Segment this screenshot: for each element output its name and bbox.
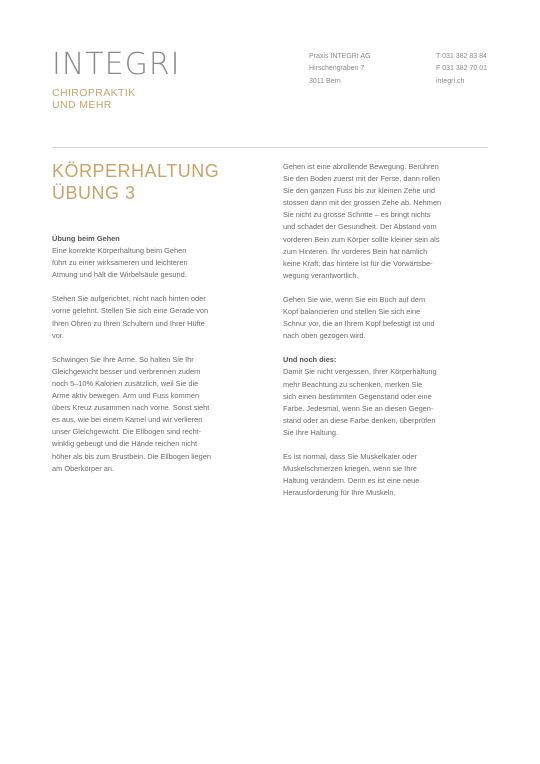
phone-number: T 031 382 83 84 [436,53,487,60]
contact-block [436,51,487,88]
address-block [309,51,370,88]
address-line: Praxis INTEGRI AG [309,53,371,60]
paragraph: Gehen ist eine abrollende Bewegung. Berühren Sie den Boden zuerst mit der Ferse, dann rollen Sie den ganzen Fuss bis zur kleinen Zehe und stossen dann mit der grossen Zehe ab. Nehmen Sie nicht zu grosse Schritte – es bringt nichts und schadet der Gesundheit. Der Abstand vom vorderen Bein zum Körper sollte kleiner sein als zum Hinteren. Ihr vorderes Bein hat nämlich keine Kraft; das hintere ist für die Vorwärtsbe- wegung verantwortlich. [283,162,442,280]
paragraph: Eine korrekte Körperhaltung beim Gehen führt zu einer wirksameren und leichteren Atmung und hält die Wirbelsäule gesund. [52,246,188,280]
left-column [52,233,244,487]
paragraph: Gehen Sie wie, wenn Sie ein Buch auf dem Kopf balancieren und stellen Sie sich eine Schnur vor, die an Ihrem Kopf befestigt ist und nach oben gezogen wird. [283,294,435,341]
logo [52,47,181,111]
logo-tagline-line2: UND MEHR [52,99,112,111]
title-line-1: KÖRPERHALTUNG [52,161,220,181]
section-heading: Übung beim Gehen [52,234,120,243]
paragraph: Damit Sie nicht vergessen, Ihrer Körperhaltung mehr Beachtung zu schenken, merken Sie sich einen bestimmten Gegenstand oder eine Farbe. Jedesmal, wenn Sie an diesen Gegen- stand oder an diese Farbe denken, überprüfen Sie Ihre Haltung. [283,367,437,437]
right-column [283,161,479,511]
page-title [52,160,219,204]
section-heading: Und noch dies: [283,355,337,365]
paragraph: Stehen Sie aufgerichtet, nicht nach hinten oder vorne gelehnt. Stellen Sie sich eine Gerade von Ihren Ohren zu Ihren Schultern und Ihrer Hüfte vor. [52,294,209,340]
paragraph: Schwingen Sie Ihre Arme. So halten Sie Ihr Gleichgewicht besser und verbrennen zudem noch 5–10% Kalorien zusätzlich, weil Sie die Arme aktiv bewegen. Arm und Fuss kommen übers Kreuz zusammen nach vorne. Sonst sieht es aus, wie bei einem Kamel und wir verlieren unser Gleichgewicht. Die Ellbogen sind recht- winklig gebeugt und die Hände reichen nicht höher als bis zum Brustbein. Die Ellbogen liegen am Oberkörper an. [52,354,211,473]
header-divider [52,147,488,148]
address-line: 3011 Bern [309,77,341,85]
website-link[interactable]: integri.ch [436,77,465,85]
title-line-2: ÜBUNG 3 [52,183,136,203]
paragraph: Es ist normal, dass Sie Muskelkater oder Muskelschmerzen kriegen, wenn sie Ihre Haltung verändern. Denn es ist eine neue Herausforderung für Ihre Muskeln. [283,451,420,498]
logo-wordmark: INTEGRI [52,47,181,82]
address-line: Hirschengraben 7 [309,65,365,73]
fax-number: F 031 382 70 01 [436,65,487,73]
logo-tagline-line1: CHIROPRAKTIK [52,87,136,99]
